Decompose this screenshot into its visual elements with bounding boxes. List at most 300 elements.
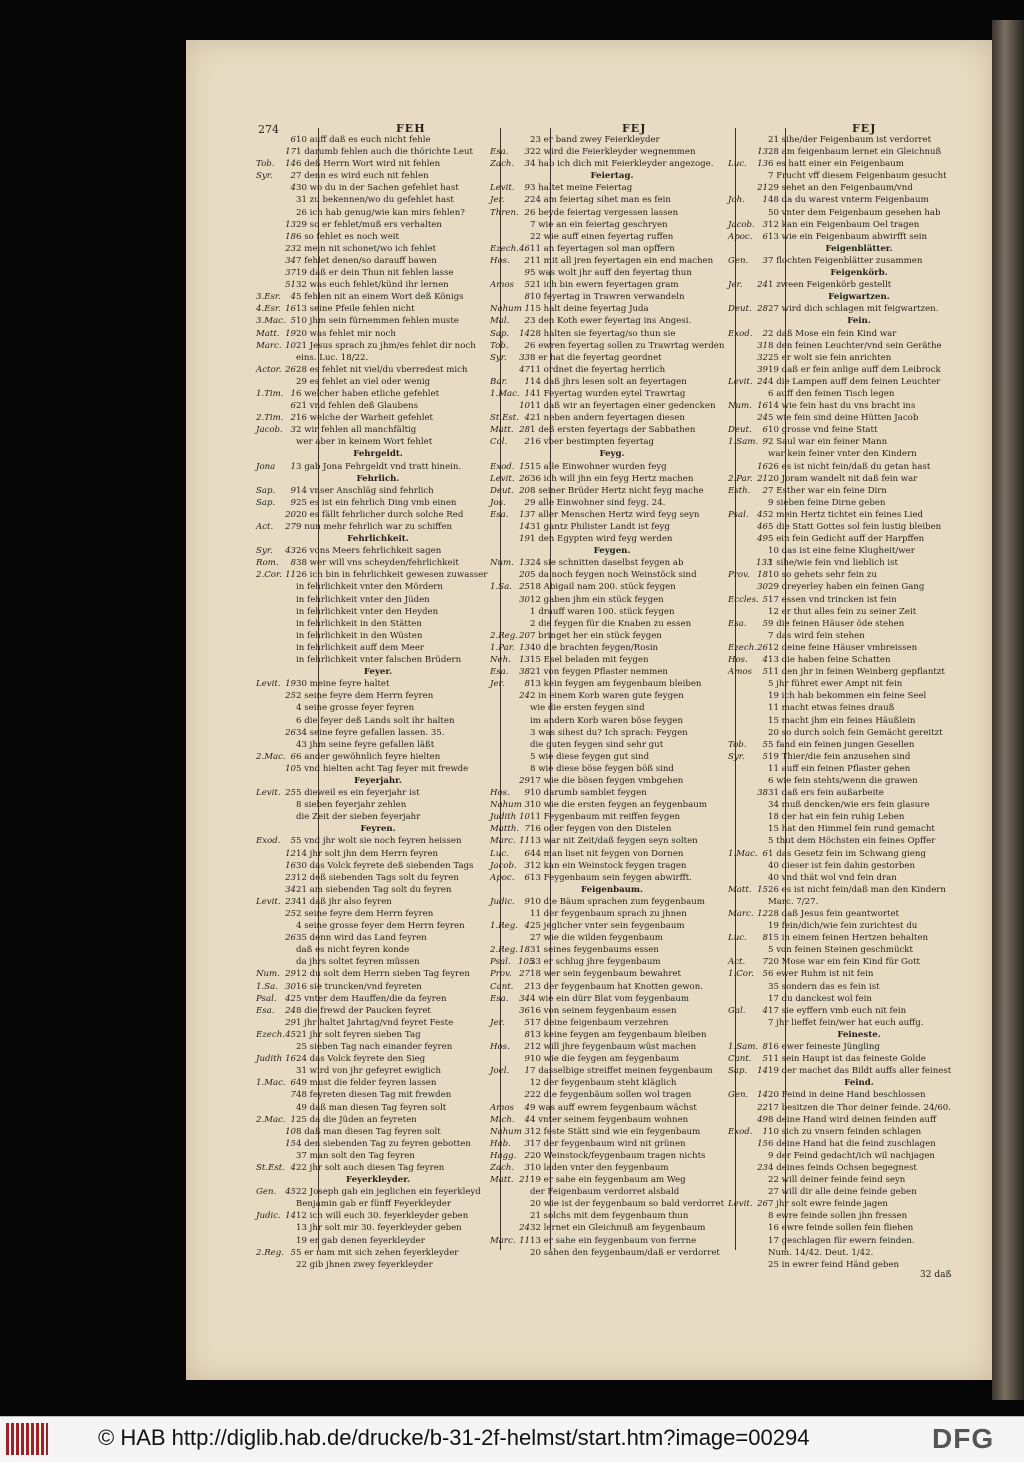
chapter-number: 26 [285, 933, 296, 944]
index-entry [256, 581, 500, 593]
entry-reference [490, 823, 530, 835]
heading-text: Feyerkleyder. [346, 1175, 410, 1186]
book-name: Hab. [490, 1138, 511, 1149]
index-entry [728, 787, 990, 799]
entry-reference [256, 606, 296, 618]
entry-text: 11 sein Haupt ist das feineste Golde [768, 1054, 926, 1065]
index-entry [490, 376, 734, 388]
entry-reference [256, 715, 296, 727]
book-name: 1.Tim. [256, 388, 284, 399]
book-name: 3.Mac. [256, 316, 286, 327]
index-entry [728, 630, 990, 642]
index-entry [728, 352, 990, 364]
index-entry [256, 606, 500, 618]
entry-text: 1 den Egypten wird feyg werden [530, 534, 673, 545]
entry-reference [256, 1053, 296, 1065]
chapter-number: 43 [285, 546, 296, 557]
chapter-number: 18 [757, 570, 768, 581]
entry-text: 20 wie ist der feygenbaum so bald verdorret [530, 1199, 725, 1210]
chapter-number: 26 [285, 727, 296, 738]
book-name: 1.Sa. [490, 582, 512, 593]
index-entry [490, 811, 734, 823]
entry-reference [728, 727, 768, 739]
chapter-number: 33 [519, 352, 530, 363]
index-entry [490, 1089, 734, 1101]
entry-text: 21 am siebenden Tag solt du feyren [296, 884, 452, 895]
entry-text: 3 was sihest du? Ich sprach: Feygen [530, 727, 688, 738]
chapter-number: 25 [285, 788, 296, 799]
index-entry [728, 1247, 990, 1259]
entry-text: daß es nicht feyren konde [296, 945, 410, 956]
chapter-number: 6 [524, 848, 530, 859]
entry-text: 11 daß wir an feyertagen einer gedencken [530, 401, 716, 412]
index-entry [490, 594, 734, 606]
entry-text: 9 sieben feine Dirne geben [768, 497, 886, 508]
index-entry [728, 533, 990, 545]
entry-text: 19 Thier/die fein anzusehen sind [768, 751, 911, 762]
book-name: Marc. [490, 836, 516, 847]
chapter-number: 2 [762, 328, 768, 339]
book-name: Exod. [728, 328, 753, 339]
entry-reference [490, 630, 530, 642]
entry-text: 31 gantz Philister Landt ist feyg [530, 522, 670, 532]
entry-text: 8 den feinen Leuchter/vnd sein Geräthe [768, 340, 942, 351]
entry-text: 4 seine grosse feyer feyren [296, 703, 415, 714]
entry-text: 26 vons Meers fehrlichkeit sagen [296, 546, 442, 557]
entry-text: im andern Korb waren böse feygen [530, 715, 684, 726]
heading-text: Fehrgeldt. [353, 449, 403, 460]
chapter-number: 21 [757, 473, 768, 484]
chapter-number: 26 [757, 1199, 768, 1210]
index-entry [256, 715, 500, 727]
entry-reference [728, 1186, 768, 1198]
entry-text: 10 wie die ersten feygen an feygenbaum [530, 800, 707, 811]
index-entry [728, 1138, 990, 1150]
column-header-3: FEJ [852, 122, 877, 135]
entry-text: 20 Mose war ein fein Kind für Gott [768, 957, 921, 968]
chapter-number: 2 [524, 1090, 530, 1101]
book-name: Exod. [728, 1126, 753, 1137]
entry-reference [490, 872, 530, 884]
index-entry [256, 1162, 500, 1174]
entry-text: 29 es fehlet an viel oder wenig [296, 376, 431, 387]
index-entry [728, 557, 990, 569]
chapter-number: 32 [757, 352, 768, 363]
index-heading [490, 170, 734, 182]
entry-reference [728, 1259, 768, 1271]
index-entry [256, 1198, 500, 1210]
entry-reference [490, 388, 530, 400]
chapter-number: 9 [762, 437, 768, 448]
entry-text: 1 jhr haltet Jahrtag/vnd feyret Feste [296, 1017, 454, 1028]
book-name: 2.Mac. [256, 751, 286, 762]
index-entry [256, 944, 500, 956]
entry-text: 15 hat den Himmel fein rund gemacht [768, 824, 935, 835]
entry-text: 29 so er fehlet/muß ers verhalten [296, 219, 442, 230]
entry-text: 5 von feinen Steinen geschmückt [768, 945, 913, 956]
chapter-number: 8 [524, 1029, 530, 1040]
index-entry [490, 485, 734, 497]
book-name: Judic. [256, 1211, 281, 1222]
entry-reference [256, 436, 296, 448]
entry-text: 6 deß Herrn Wort wird nit fehlen [296, 159, 441, 170]
entry-reference [728, 581, 768, 593]
book-name: Num. [490, 558, 514, 569]
book-name: 1.Sam. [728, 437, 759, 448]
entry-text: 6 es hatt einer ein Feigenbaum [768, 159, 904, 170]
book-name: 2.Mac. [256, 1114, 286, 1125]
chapter-number: 5 [524, 280, 530, 291]
entry-reference [728, 630, 768, 642]
index-entry [490, 1162, 734, 1174]
book-name: Thren. [490, 207, 519, 218]
chapter-number: 13 [519, 558, 530, 569]
entry-reference [728, 461, 768, 473]
entry-text: 40 vnd thät wol vnd fein dran [768, 872, 897, 883]
entry-text: 5 er nam mit sich zehen feyerkleyder [296, 1247, 459, 1258]
entry-reference [490, 1235, 530, 1247]
heading-text: Feyerjahr. [354, 775, 402, 786]
entry-reference [728, 896, 768, 908]
index-entry [728, 364, 990, 376]
chapter-number: 13 [519, 655, 530, 666]
entry-text: 27 will dir alle deine feinde geben [768, 1187, 917, 1198]
book-name: Jer. [490, 195, 505, 206]
index-entry [490, 702, 734, 714]
entry-text: 14 vnser Anschläg sind fehrlich [296, 485, 434, 496]
index-entry [728, 340, 990, 352]
entry-text: 10 die Bäum sprachen zum feygenbaum [530, 896, 705, 907]
heading-text: Fehrlich. [356, 473, 400, 484]
book-name: Actor. [256, 364, 282, 375]
entry-text: 20 sahen den feygenbaum/daß er verdorret [530, 1247, 720, 1258]
entry-text: 13 er sahe ein feygenbaum von ferrne [530, 1235, 697, 1246]
entry-reference [728, 1235, 768, 1247]
entry-text: 20 Joram wandelt nit daß fein war [768, 473, 918, 484]
chapter-number: 14 [285, 1211, 296, 1222]
entry-reference [728, 412, 768, 424]
book-name: Luc. [490, 848, 509, 859]
entry-text: 13 der feygenbaum hat Knotten gewon. [530, 981, 703, 992]
entry-text: 48 da du warest vnterm Feigenbaum [768, 195, 929, 206]
entry-reference [490, 848, 530, 860]
index-heading [256, 1174, 500, 1186]
entry-reference [728, 763, 768, 775]
book-name: Jer. [490, 679, 505, 690]
chapter-number: 12 [285, 848, 296, 859]
entry-text: die Zeit der sieben feyerjahr [296, 812, 421, 823]
book-name: Matth. [490, 824, 520, 835]
chapter-number: 5 [762, 739, 768, 750]
index-heading [256, 448, 500, 460]
entry-text: 31 seines feygenbaums essen [530, 945, 659, 956]
entry-reference [728, 545, 768, 557]
entry-reference [728, 207, 768, 219]
entry-reference [728, 1210, 768, 1222]
index-entry [728, 1005, 990, 1017]
copyright-link[interactable]: © HAB http://diglib.hab.de/drucke/b-31-2f-helmst/start.htm?image=00294 [98, 1425, 810, 1450]
chapter-number: 21 [757, 183, 768, 194]
entry-text: 17 wie die bösen feygen vmbgehen [530, 775, 684, 786]
entry-reference [728, 1138, 768, 1150]
index-entry [256, 412, 500, 424]
entry-text: 5 thut dem Höchsten ein feines Opffer [768, 836, 936, 847]
index-entry [490, 400, 734, 412]
entry-text: 5 was wolt jhr auff den feyertag thun [530, 268, 692, 279]
index-entry [490, 835, 734, 847]
index-heading [728, 1077, 990, 1089]
index-entry [256, 1210, 500, 1222]
chapter-number: 2 [524, 195, 530, 206]
entry-text: 44 man liset nit feygen von Dornen [530, 848, 684, 859]
book-name: 2.Reg. [490, 630, 518, 641]
entry-text: 31 wird von jhr gefeyret ewiglich [296, 1066, 442, 1077]
index-entry [256, 1017, 500, 1029]
entry-reference [490, 182, 530, 194]
index-entry [256, 727, 500, 739]
entry-text: 18 der hat ein fein ruhig Leben [768, 812, 905, 823]
index-entry [256, 509, 500, 521]
entry-text: 10 feyertag in Trawren verwandeln [530, 292, 685, 303]
entry-reference [490, 763, 530, 775]
chapter-number: 38 [519, 667, 530, 678]
entry-reference [490, 461, 530, 473]
entry-reference [490, 1077, 530, 1089]
index-column-1 [256, 134, 500, 1270]
entry-reference [256, 981, 296, 993]
book-name: Marc. [490, 1235, 516, 1246]
index-entry [728, 448, 990, 460]
index-entry [490, 1210, 734, 1222]
index-entry [490, 1077, 734, 1089]
entry-reference [490, 1126, 530, 1138]
book-name: Gen. [728, 255, 749, 266]
index-entry [490, 352, 734, 364]
entry-text: 22 die feygenbäum sollen wol tragen [530, 1090, 692, 1101]
entry-reference [728, 775, 768, 787]
entry-reference [256, 702, 296, 714]
entry-text: 5 wie fein sind deine Hütten Jacob [768, 413, 919, 424]
index-column-2 [490, 134, 734, 1258]
entry-reference [490, 654, 530, 666]
index-entry [728, 1041, 990, 1053]
entry-text: 6 ewren feyertag sollen zu Trawrtag werden [530, 340, 725, 351]
chapter-number: 6 [524, 872, 530, 883]
entry-reference [256, 243, 296, 255]
book-name: Sap. [490, 328, 510, 339]
book-name: Joel. [490, 1066, 510, 1077]
chapter-number: 47 [519, 364, 530, 375]
index-entry [728, 956, 990, 968]
entry-text: 12 gaben jhm ein stück feygen [530, 594, 664, 605]
entry-reference [490, 666, 530, 678]
index-entry [256, 1222, 500, 1234]
chapter-number: 45 [285, 1029, 296, 1040]
index-entry [256, 497, 500, 509]
book-name: Judith [490, 812, 517, 823]
entry-text: 15 Esel beladen mit feygen [530, 655, 649, 666]
index-entry [490, 182, 734, 194]
index-entry [728, 751, 990, 763]
entry-reference [490, 521, 530, 533]
chapter-number: 6 [762, 425, 768, 436]
entry-text: 19 er sahe ein feygenbaum am Weg [530, 1175, 686, 1186]
index-entry [256, 364, 500, 376]
entry-reference [256, 920, 296, 932]
entry-reference [728, 1017, 768, 1029]
entry-text: 32 was euch fehlet/künd ihr lernen [296, 280, 449, 291]
chapter-number: 16 [757, 461, 768, 472]
chapter-number: 20 [519, 485, 530, 496]
chapter-number: 15 [519, 461, 530, 472]
catchword: 32 daß [920, 1270, 952, 1280]
index-entry [728, 1222, 990, 1234]
entry-text: 10 grosse vnd feine Statt [768, 425, 878, 436]
entry-text: 48 feyreten diesen Tag mit frewden [296, 1090, 452, 1101]
entry-text: 6 so fehlet es noch weit [296, 231, 399, 242]
entry-reference [490, 1174, 530, 1186]
index-entry [728, 666, 990, 678]
entry-text: 12 kan ein Feigenbaum Oel tragen [768, 219, 920, 230]
chapter-number: 28 [519, 425, 530, 436]
index-entry [728, 727, 990, 739]
index-entry [490, 231, 734, 243]
chapter-number: 6 [290, 135, 296, 145]
index-entry [728, 993, 990, 1005]
index-entry [490, 1053, 734, 1065]
entry-text: die guten feygen sind sehr gut [530, 739, 664, 750]
index-entry [490, 291, 734, 303]
entry-reference [728, 279, 768, 291]
index-heading [490, 545, 734, 557]
index-entry [490, 932, 734, 944]
chapter-number: 11 [285, 570, 296, 581]
entry-reference [256, 1029, 296, 1041]
index-entry [256, 340, 500, 352]
entry-text: 7 Frucht vff diesem Feigenbaum gesucht [768, 171, 947, 182]
chapter-number: 5 [290, 1247, 296, 1258]
index-entry [256, 799, 500, 811]
chapter-number: 27 [285, 522, 296, 532]
entry-reference [490, 1114, 530, 1126]
entry-reference [728, 328, 768, 340]
chapter-number: 5 [762, 969, 768, 980]
entry-reference [728, 170, 768, 182]
book-name: Hos. [490, 788, 510, 799]
entry-reference [728, 1222, 768, 1234]
book-name: Deut. [728, 425, 752, 436]
entry-text: 2 Saul war ein feiner Mann [768, 437, 888, 448]
index-entry [256, 654, 500, 666]
entry-text: 24 sie schnitten daselbst feygen ab [530, 558, 684, 569]
entry-reference [490, 436, 530, 448]
entry-reference [256, 1162, 296, 1174]
index-entry [728, 194, 990, 206]
index-entry [490, 630, 734, 642]
book-name: Esa. [490, 667, 509, 678]
chapter-number: 7 [524, 824, 530, 835]
chapter-number: 133 [756, 558, 773, 569]
chapter-number: 13 [757, 147, 768, 158]
chapter-number: 14 [757, 1066, 768, 1077]
entry-text: 6 wie fein stehts/wenn die grawen [768, 775, 918, 786]
entry-reference [256, 328, 296, 340]
book-name: Matt. [256, 328, 280, 339]
entry-text: 22 wie auff einen feyertag ruffen [530, 231, 674, 242]
entry-reference [490, 920, 530, 932]
index-entry [490, 509, 734, 521]
entry-reference [256, 545, 296, 557]
entry-text: 2 mein Hertz tichtet ein feines Lied [768, 509, 924, 520]
column-header-2: FEJ [622, 122, 647, 135]
entry-text: 28 es fehlet nit viel/du vberredest mich [296, 364, 468, 375]
book-name: Gen. [728, 1090, 749, 1101]
entry-text: 4 den siebenden Tag zu feyren gebotten [296, 1138, 471, 1149]
entry-text: 7 Esther war ein feine Dirn [768, 485, 887, 496]
entry-reference [256, 279, 296, 291]
index-entry [728, 461, 990, 473]
index-entry [728, 1053, 990, 1065]
index-entry [256, 811, 500, 823]
chapter-number: 3 [524, 1138, 530, 1149]
index-entry [728, 739, 990, 751]
index-entry [490, 1041, 734, 1053]
index-entry [256, 763, 500, 775]
entry-text: 22 jhr solt auch diesen Tag feyren [296, 1162, 445, 1173]
chapter-number: 10 [285, 1126, 296, 1137]
heading-text: Feygen. [593, 546, 631, 557]
entry-text: 19 daß er dein Thun nit fehlen lasse [296, 268, 454, 279]
chapter-number: 26 [757, 642, 768, 653]
chapter-number: 11 [519, 836, 530, 847]
book-name: Psal. [490, 957, 511, 968]
index-heading [256, 775, 500, 787]
entry-text: 4 wie ein dürr Blat vom feygenbaum [530, 993, 690, 1004]
chapter-number: 29 [285, 969, 296, 980]
chapter-number: 27 [519, 969, 530, 980]
chapter-number: 14 [519, 328, 530, 339]
entry-text: 5 vnd hielten acht Tag feyer mit frewde [296, 763, 469, 774]
entry-text: 6 ander gewöhnlich feyre hielten [296, 751, 441, 762]
entry-text: 28 am feigenbaum lernet ein Gleichnuß [768, 147, 942, 158]
book-name: Luc. [728, 933, 747, 944]
entry-text: 2 seine feyre dem Herrn feyren [296, 909, 434, 919]
index-heading [728, 267, 990, 279]
chapter-number: 9 [290, 485, 296, 496]
entry-reference [728, 654, 768, 666]
entry-reference [490, 1150, 530, 1162]
index-entry [490, 146, 734, 158]
index-entry [728, 968, 990, 980]
index-entry [728, 182, 990, 194]
index-entry [256, 835, 500, 847]
entry-reference [728, 182, 768, 194]
index-entry [490, 872, 734, 884]
chapter-number: 38 [757, 788, 768, 799]
heading-text: Feyg. [599, 449, 625, 460]
book-name: Exod. [490, 461, 515, 472]
chapter-number: 12 [757, 909, 768, 919]
entry-text: 12 der feygenbaum steht kläglich [530, 1078, 677, 1089]
book-name: Hos. [490, 1042, 510, 1053]
index-entry [728, 146, 990, 158]
entry-text: in fehrlichkeit in den Wüsten [296, 630, 423, 641]
index-entry [256, 1102, 500, 1114]
chapter-number: 4 [290, 183, 296, 194]
entry-text: 5 vnd jhr wolt sie noch feyren heissen [296, 836, 462, 847]
entry-text: 27 wie die wilden feygenbaum [530, 933, 663, 944]
book-name: Apoc. [728, 231, 753, 242]
